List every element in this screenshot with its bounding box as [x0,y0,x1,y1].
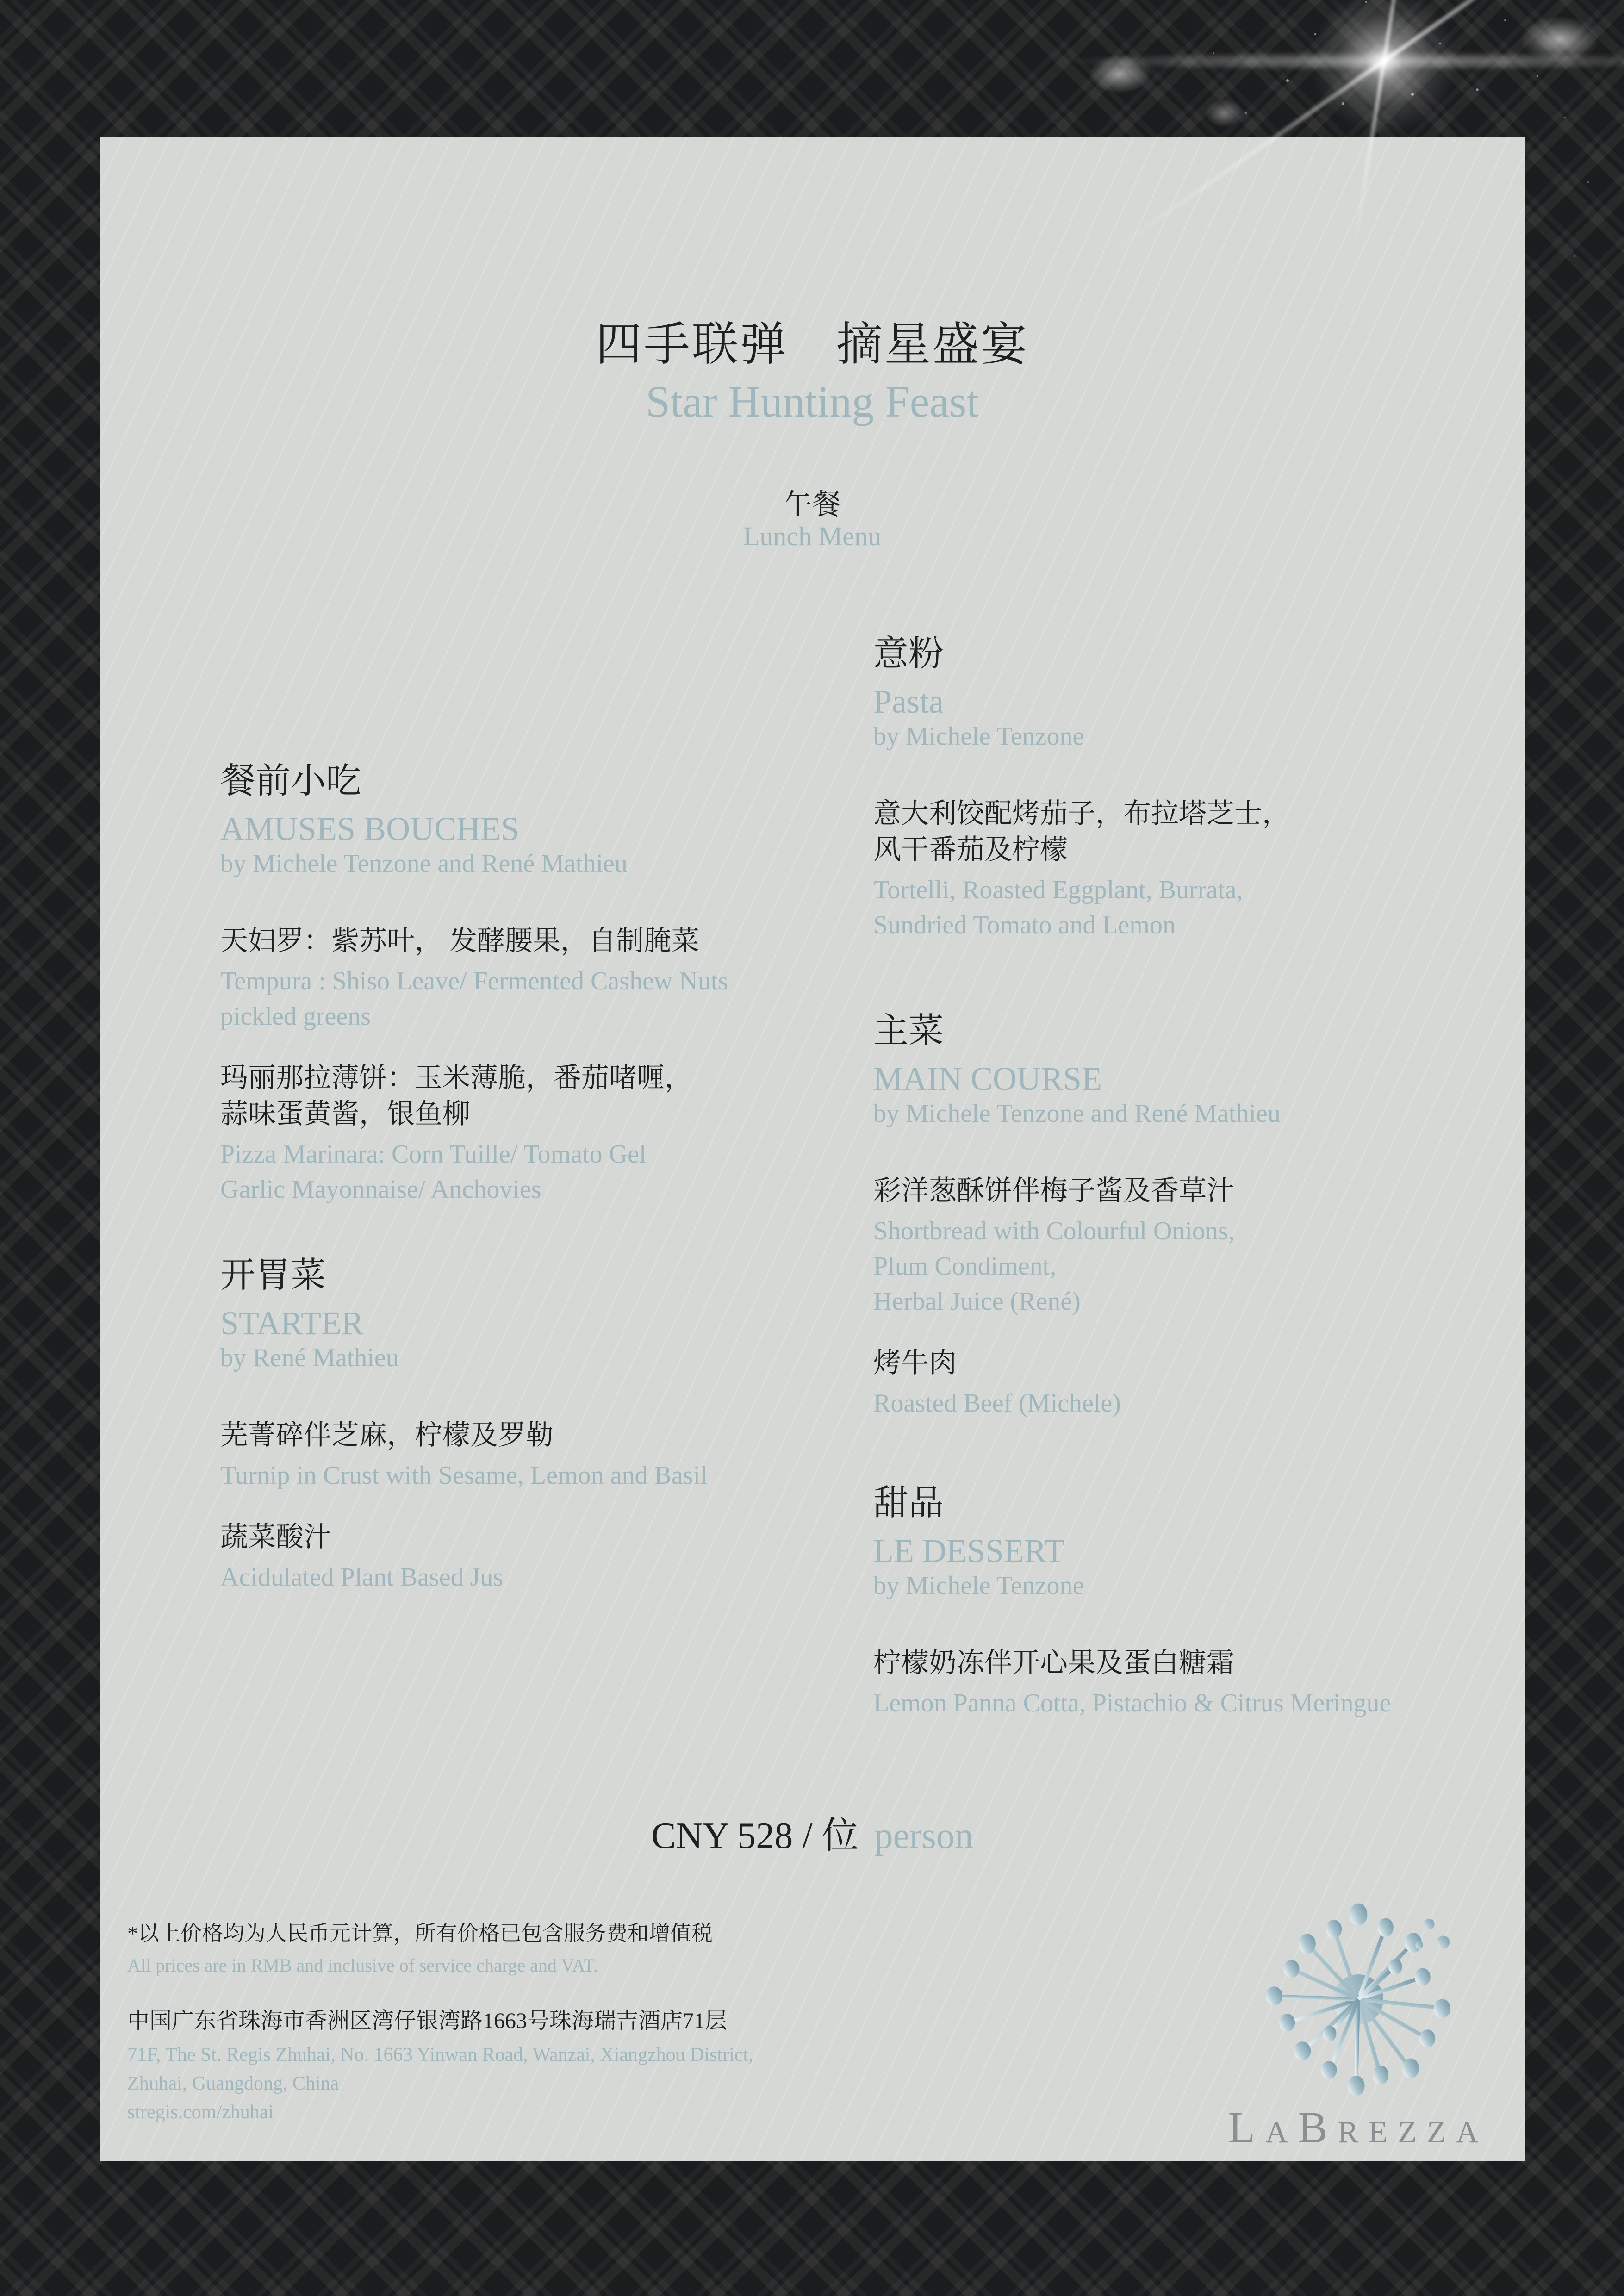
flare-core-glow [1310,0,1458,135]
section-byline: by Michele Tenzone [873,1571,1084,1600]
dish-en-line: Garlic Mayonnaise/ Anchovies [220,1175,541,1204]
address-en-line1: 71F, The St. Regis Zhuhai, No. 1663 Yinwan Road, Wanzai, Xiangzhou District, [127,2044,753,2066]
price-footnote-cn: *以上价格均为人民币元计算，所有价格已包含服务费和增值税 [127,1922,713,1945]
dish-name-cn: 彩洋葱酥饼伴梅子酱及香草汁 [873,1176,1234,1206]
section-byline: by Michele Tenzone [873,722,1084,751]
dish-en-line: Pizza Marinara: Corn Tuille/ Tomato Gel [220,1140,647,1169]
dish-name-cn: 蔬菜酸汁 [220,1522,331,1552]
section-title-en: LE DESSERT [873,1532,1065,1569]
dish-cn-line: 玛丽那拉薄饼：玉米薄脆，番茄啫喱， [220,1063,692,1093]
dish-name-cn: 柠檬奶冻伴开心果及蛋白糖霜 [873,1648,1234,1678]
flare-side-glow [1199,95,1250,132]
dish-name-cn [873,796,1544,868]
address-en-line2: Zhuhai, Guangdong, China [127,2073,339,2094]
dish-name-en [873,1213,1544,1319]
flare-horizontal-beam [944,48,1624,74]
labrezza-logo [1206,1891,1511,2151]
dish-pizza-marinara [220,1060,891,1207]
dish-roasted-beef [873,1345,1544,1421]
dish-en-line: pickled greens [220,1002,371,1031]
section-title-cn: 甜品 [873,1484,944,1523]
dish-cn-line: 意大利饺配烤茄子，布拉塔芝士， [873,798,1290,829]
dish-name-en: Acidulated Plant Based Jus [220,1563,504,1592]
price-line [100,1817,1525,1855]
menu-title-en: Star Hunting Feast [646,377,979,426]
menu-subtitle-en: Lunch Menu [743,521,881,551]
section-title-en: AMUSES BOUCHES [220,810,520,847]
dish-name-cn: 芜菁碎伴芝麻，柠檬及罗勒 [220,1420,554,1450]
section-amuses-bouches [220,764,891,1207]
dish-name-en [220,964,891,1034]
dish-shortbread [873,1173,1544,1319]
flare-side-glow [1509,9,1611,69]
dish-tempura [220,923,891,1034]
section-title-en: MAIN COURSE [873,1060,1102,1097]
dish-turnip [220,1417,891,1493]
dish-name-cn: 烤牛肉 [873,1348,957,1378]
price-amount: CNY 528 / 位 [651,1816,859,1856]
dish-en-line: Herbal Juice (René) [873,1287,1081,1316]
price-unit: person [874,1816,973,1856]
dish-name-en: Lemon Panna Cotta, Pistachio & Citrus Meringue [873,1689,1391,1717]
section-byline: by Michele Tenzone and René Mathieu [220,849,628,878]
website-link[interactable]: stregis.com/zhuhai [127,2102,274,2123]
section-title-en: Pasta [873,683,944,720]
dish-name-en: Turnip in Crust with Sesame, Lemon and Basil [220,1461,708,1490]
section-title-cn: 主菜 [873,1012,944,1051]
section-title-cn: 意粉 [873,635,944,673]
menu-card [100,137,1525,2161]
dish-plant-jus [220,1519,891,1595]
dish-en-line: Tortelli, Roasted Eggplant, Burrata, [873,876,1243,904]
footer [127,1923,1145,2127]
dish-panna-cotta [873,1645,1544,1721]
dish-en-line: Sundried Tomato and Lemon [873,911,1176,940]
labrezza-wordmark: LaBrezza [1228,2103,1489,2152]
dish-cn-line: 蒜味蛋黄酱，银鱼柳 [220,1099,470,1129]
menu-subtitle-cn: 午餐 [783,489,841,521]
section-main-course [873,1014,1544,1421]
section-dessert [873,1486,1544,1721]
section-title-cn: 餐前小吃 [220,762,361,801]
flare-side-glow [1078,49,1162,100]
dish-tortelli [873,796,1544,943]
dish-en-line: Plum Condiment, [873,1252,1057,1281]
section-pasta [873,636,1544,943]
section-byline: by René Mathieu [220,1344,399,1372]
dish-en-line: Shortbread with Colourful Onions, [873,1217,1235,1245]
dish-en-line: Tempura : Shiso Leave/ Fermented Cashew Nuts [220,967,728,996]
dish-name-cn: 天妇罗：紫苏叶， 发酵腰果，自制腌菜 [220,926,699,956]
dish-name-en [873,872,1544,943]
dish-cn-line: 风干番茄及柠檬 [873,834,1068,865]
section-title-cn: 开胃菜 [220,1256,326,1295]
dish-name-en: Roasted Beef (Michele) [873,1389,1121,1418]
address-cn: 中国广东省珠海市香洲区湾仔银湾路1663号珠海瑞吉酒店71层 [127,2009,728,2033]
section-title-en: STARTER [220,1305,364,1342]
dandelion-starburst-icon [1250,1891,1467,2108]
section-starter [220,1258,891,1595]
menu-title-cn: 四手联弹 摘星盛宴 [596,319,1029,370]
price-footnote-en: All prices are in RMB and inclusive of service charge and VAT. [127,1955,598,1976]
flare-specks [1384,61,1386,63]
dish-name-en [220,1137,891,1207]
section-byline: by Michele Tenzone and René Mathieu [873,1099,1281,1128]
dish-name-cn [220,1060,891,1132]
